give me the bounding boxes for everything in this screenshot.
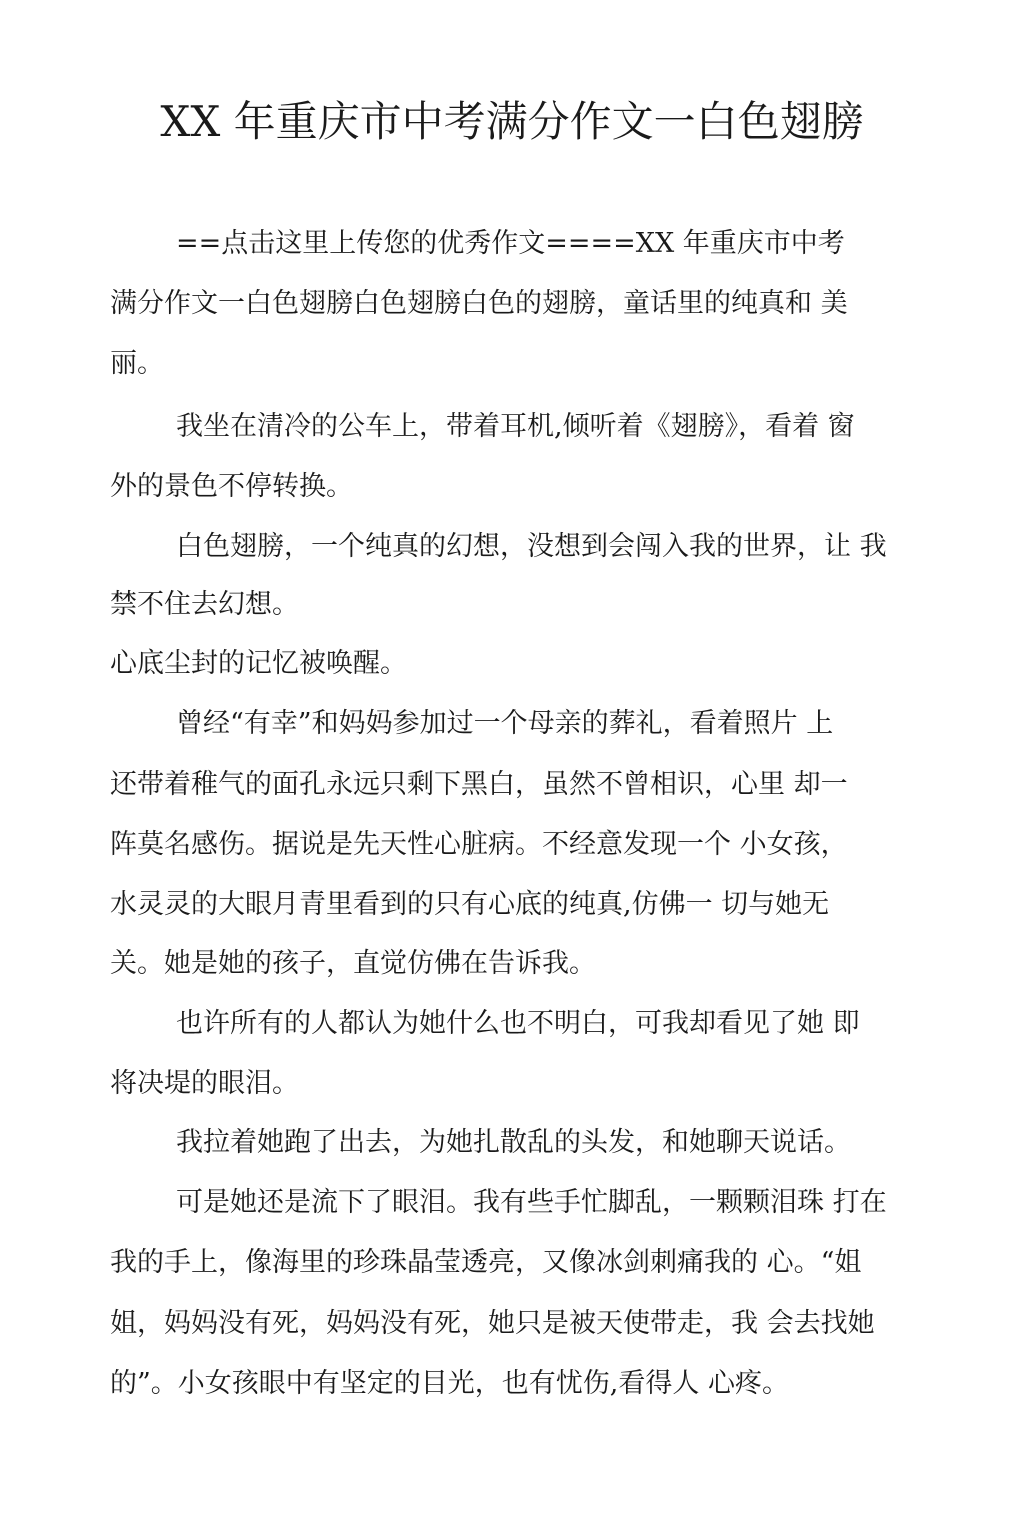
paragraph-line: 还带着稚气的面孔永远只剩下黑白，虽然不曾相识，心里 却一 [110,769,848,800]
paragraph-line: 白色翅膀，一个纯真的幻想，没想到会闯入我的世界，让 我 [176,531,887,562]
paragraph-line: 关。她是她的孩子，直觉仿佛在告诉我。 [110,948,596,979]
paragraph-line: 姐，妈妈没有死，妈妈没有死，她只是被天使带走，我 会去找她 [110,1308,875,1339]
document-title: XX 年重庆市中考满分作文一白色翅膀 [160,97,864,146]
paragraph-line: 禁不住去幻想。 [110,589,299,620]
paragraph-line: 我拉着她跑了出去，为她扎散乱的头发，和她聊天说话。 [176,1127,851,1158]
paragraph-line: 丽。 [110,348,164,379]
paragraph-line: 我的手上，像海里的珍珠晶莹透亮，又像冰剑刺痛我的 心。“姐 [110,1247,862,1278]
paragraph-line: ==点击这里上传您的优秀作文====XX 年重庆市中考 [176,228,845,259]
paragraph-line: 也许所有的人都认为她什么也不明白，可我却看见了她 即 [176,1008,860,1039]
paragraph-line: 外的景色不停转换。 [110,471,353,502]
paragraph-line: 阵莫名感伤。据说是先天性心脏病。不经意发现一个 小女孩， [110,829,848,860]
paragraph-line: 可是她还是流下了眼泪。我有些手忙脚乱，一颗颗泪珠 打在 [176,1187,887,1218]
paragraph-line: 的”。小女孩眼中有坚定的目光，也有忧伤,看得人 心疼。 [110,1368,789,1399]
paragraph-line: 心底尘封的记忆被唤醒。 [110,648,407,679]
paragraph-line: 我坐在清冷的公车上，带着耳机,倾听着《翅膀》，看着 窗 [176,411,855,442]
paragraph-line: 满分作文一白色翅膀白色翅膀白色的翅膀，童话里的纯真和 美 [110,288,848,319]
paragraph-line: 曾经“有幸”和妈妈参加过一个母亲的葬礼，看着照片 上 [176,708,834,739]
paragraph-line: 将决堤的眼泪。 [110,1068,299,1099]
paragraph-line: 水灵灵的大眼月青里看到的只有心底的纯真,仿佛一 切与她无 [110,889,830,920]
